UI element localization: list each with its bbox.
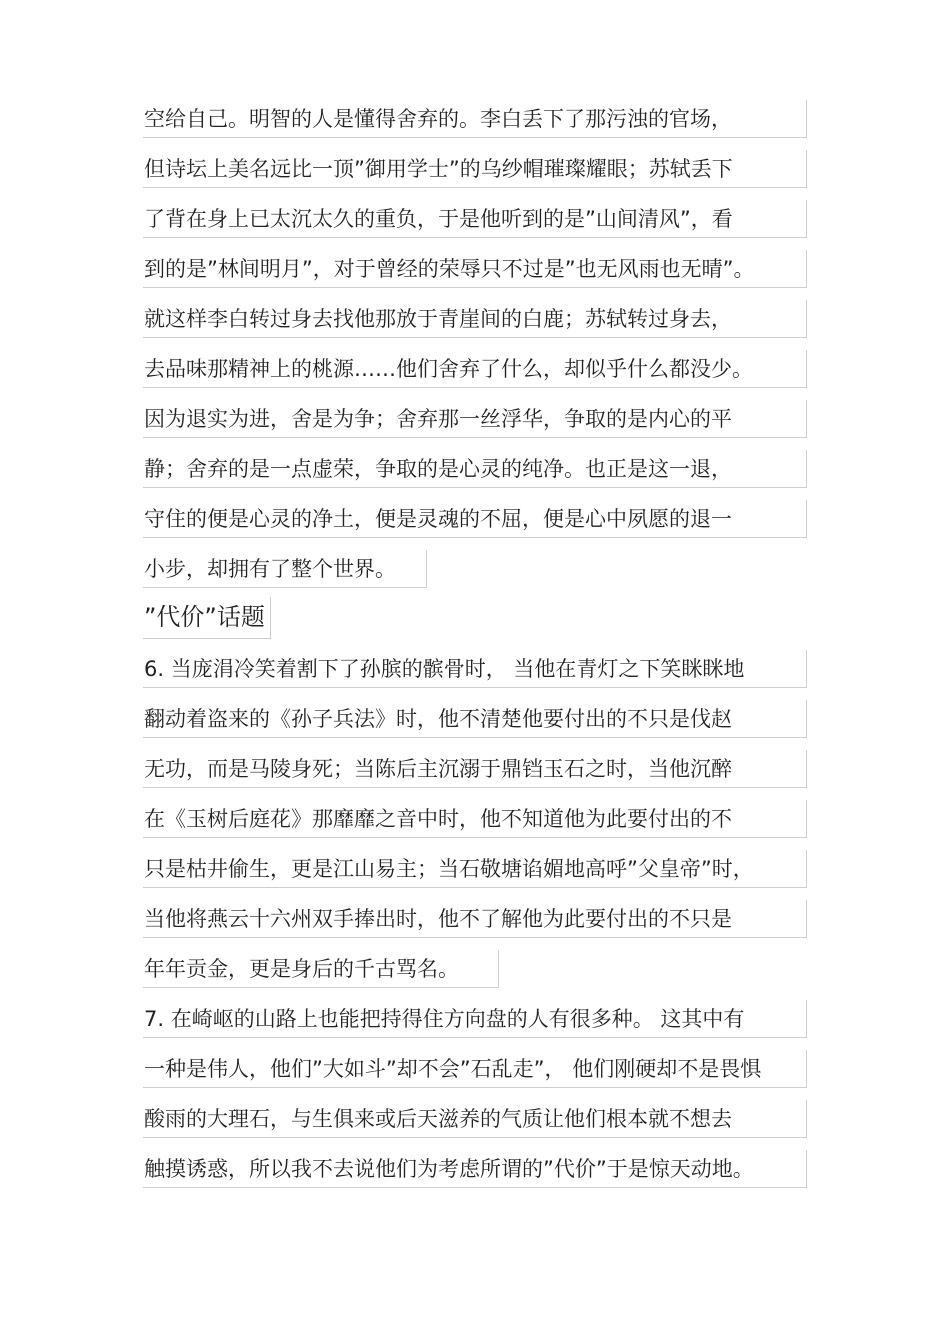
paragraph-line: 在《玉树后庭花》那靡靡之音中时，他不知道他为此要付出的不	[143, 800, 807, 838]
paragraph-line: 年年贡金，更是身后的千古骂名。	[143, 950, 499, 988]
paragraph-line: 守住的便是心灵的净土，便是灵魂的不屈，便是心中夙愿的退一	[143, 500, 807, 538]
paragraph-line: 酸雨的大理石，与生俱来或后天滋养的气质让他们根本就不想去	[143, 1100, 807, 1138]
paragraph-line: 因为退实为进，舍是为争；舍弃那一丝浮华，争取的是内心的平	[143, 400, 807, 438]
paragraph-line: 去品味那精神上的桃源……他们舍弃了什么，却似乎什么都没少。	[143, 350, 807, 388]
paragraph-line: 触摸诱惑，所以我不去说他们为考虑所谓的”代价”于是惊天动地。	[143, 1150, 807, 1188]
section-heading: ”代价”话题	[143, 597, 271, 639]
paragraph-line: 当他将燕云十六州双手捧出时，他不了解他为此要付出的不只是	[143, 900, 807, 938]
paragraph-line: 一种是伟人，他们”大如斗”却不会”石乱走”， 他们刚硬却不是畏惧	[143, 1050, 807, 1088]
paragraph-line: 静；舍弃的是一点虚荣，争取的是心灵的纯净。也正是这一退，	[143, 450, 807, 488]
paragraph-line: 到的是”林间明月”，对于曾经的荣辱只不过是”也无风雨也无晴”。	[143, 250, 807, 288]
paragraph-line: 了背在身上已太沉太久的重负，于是他听到的是”山间清风”，看	[143, 200, 807, 238]
paragraph-line: 但诗坛上美名远比一顶”御用学士”的乌纱帽璀璨耀眼；苏轼丢下	[143, 150, 807, 188]
paragraph-line: 就这样李白转过身去找他那放于青崖间的白鹿；苏轼转过身去，	[143, 300, 807, 338]
paragraph-line: 7. 在崎岖的山路上也能把持得住方向盘的人有很多种。 这其中有	[143, 1000, 807, 1038]
paragraph-line: 6. 当庞涓冷笑着割下了孙膑的髌骨时， 当他在青灯之下笑眯眯地	[143, 650, 807, 688]
paragraph-line: 翻动着盗来的《孙子兵法》时，他不清楚他要付出的不只是伐赵	[143, 700, 807, 738]
paragraph-line: 无功，而是马陵身死；当陈后主沉溺于鼎铛玉石之时，当他沉醉	[143, 750, 807, 788]
paragraph-line: 只是枯井偷生，更是江山易主；当石敬塘谄媚地高呼”父皇帝”时，	[143, 850, 807, 888]
paragraph-line: 小步，却拥有了整个世界。	[143, 550, 427, 588]
paragraph-line: 空给自己。明智的人是懂得舍弃的。李白丢下了那污浊的官场，	[143, 100, 807, 138]
